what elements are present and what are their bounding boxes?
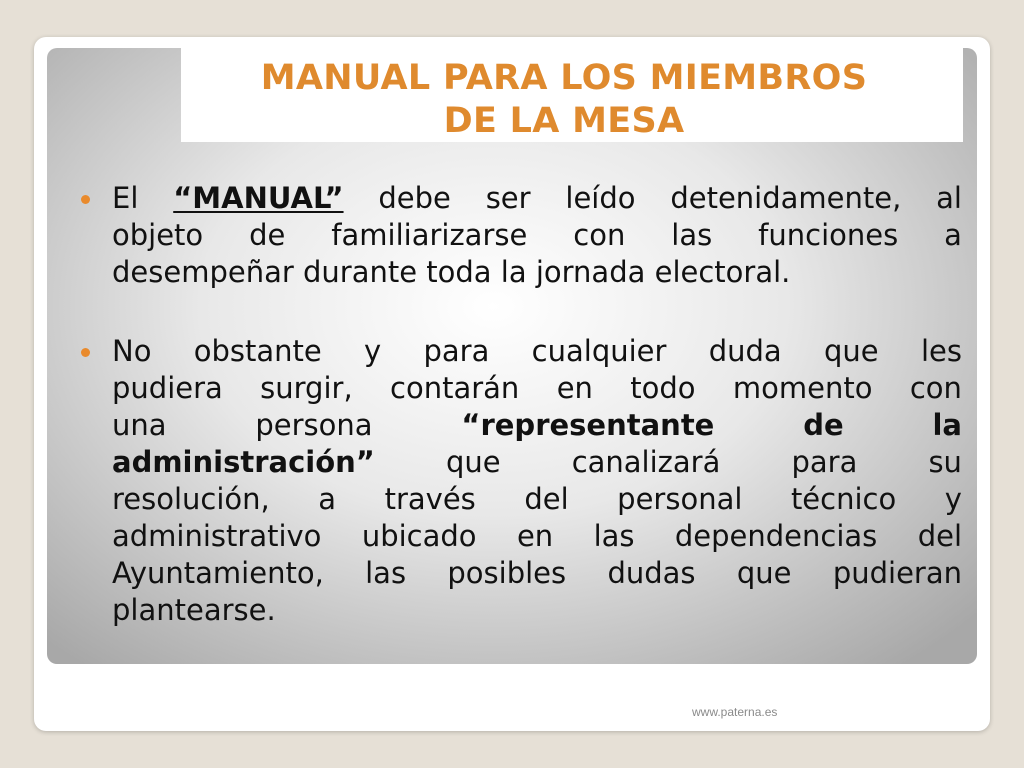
bullet-paragraph-2 — [112, 333, 962, 629]
paragraph-line — [112, 592, 962, 629]
bullet-dot-icon — [81, 195, 90, 204]
word: para — [423, 334, 490, 368]
word: con — [909, 371, 962, 405]
manual-emphasis: “MANUAL” — [173, 181, 344, 215]
word: pudiera — [112, 371, 223, 405]
word: en — [516, 519, 554, 553]
word: y — [944, 482, 962, 516]
word: familiarizarse — [331, 218, 528, 252]
footer-url: www.paterna.es — [692, 705, 778, 719]
word: contarán — [390, 371, 520, 405]
slide-title-line-2: DE LA MESA — [443, 101, 685, 141]
word: que — [824, 334, 879, 368]
word: de — [803, 408, 844, 442]
paragraph-line — [112, 518, 962, 555]
word: duda — [708, 334, 782, 368]
title-box — [181, 48, 963, 142]
word: dudas — [607, 556, 696, 590]
word: todo — [630, 371, 696, 405]
word: las — [365, 556, 407, 590]
word: la — [932, 408, 962, 442]
word: que — [445, 445, 501, 479]
paragraph-line — [112, 254, 962, 291]
word: del — [917, 519, 962, 553]
word: plantearse. — [112, 593, 276, 627]
bullet-dot-icon — [81, 348, 90, 357]
paragraph-line — [112, 481, 962, 518]
bullet-paragraph-1 — [112, 180, 962, 291]
word: dependencias — [674, 519, 878, 553]
word: su — [928, 445, 962, 479]
word: del — [524, 482, 569, 516]
word: personal — [617, 482, 743, 516]
word: persona — [255, 408, 373, 442]
paragraph-line — [112, 555, 962, 592]
paragraph-line — [112, 407, 962, 444]
word: detenidamente, — [670, 181, 902, 215]
word: administrativo — [112, 519, 322, 553]
word: cualquier — [531, 334, 667, 368]
word: una — [112, 408, 167, 442]
slide-content-panel — [47, 48, 977, 664]
word: resolución, — [112, 482, 270, 516]
word: de — [249, 218, 286, 252]
paragraph-line — [112, 180, 962, 217]
word: desempeñar durante toda la jornada electoral. — [112, 255, 791, 289]
word: al — [936, 181, 962, 215]
word: técnico — [790, 482, 897, 516]
word: través — [384, 482, 476, 516]
word: surgir, — [260, 371, 353, 405]
word: obstante — [193, 334, 322, 368]
word: El — [112, 181, 139, 215]
word: debe — [378, 181, 451, 215]
word: ubicado — [361, 519, 477, 553]
word: les — [920, 334, 962, 368]
slide-title-line-1: MANUAL PARA LOS MIEMBROS — [260, 58, 868, 98]
word: las — [593, 519, 635, 553]
word: a — [944, 218, 962, 252]
word: momento — [732, 371, 873, 405]
word: posibles — [447, 556, 567, 590]
word: a — [318, 482, 337, 516]
word: en — [556, 371, 593, 405]
word: leído — [565, 181, 636, 215]
representante-emphasis: “representante — [461, 408, 715, 442]
word: las — [671, 218, 713, 252]
word: para — [791, 445, 858, 479]
paragraph-line — [112, 217, 962, 254]
paragraph-line — [112, 333, 962, 370]
word: objeto — [112, 218, 204, 252]
word: No — [112, 334, 152, 368]
word: con — [573, 218, 626, 252]
word: Ayuntamiento, — [112, 556, 324, 590]
administracion-emphasis: administración” — [112, 445, 375, 479]
word: funciones — [758, 218, 899, 252]
word: ser — [485, 181, 531, 215]
word: y — [364, 334, 382, 368]
word: que — [736, 556, 792, 590]
word: pudieran — [832, 556, 962, 590]
paragraph-line — [112, 370, 962, 407]
word: canalizará — [571, 445, 721, 479]
paragraph-line — [112, 444, 962, 481]
